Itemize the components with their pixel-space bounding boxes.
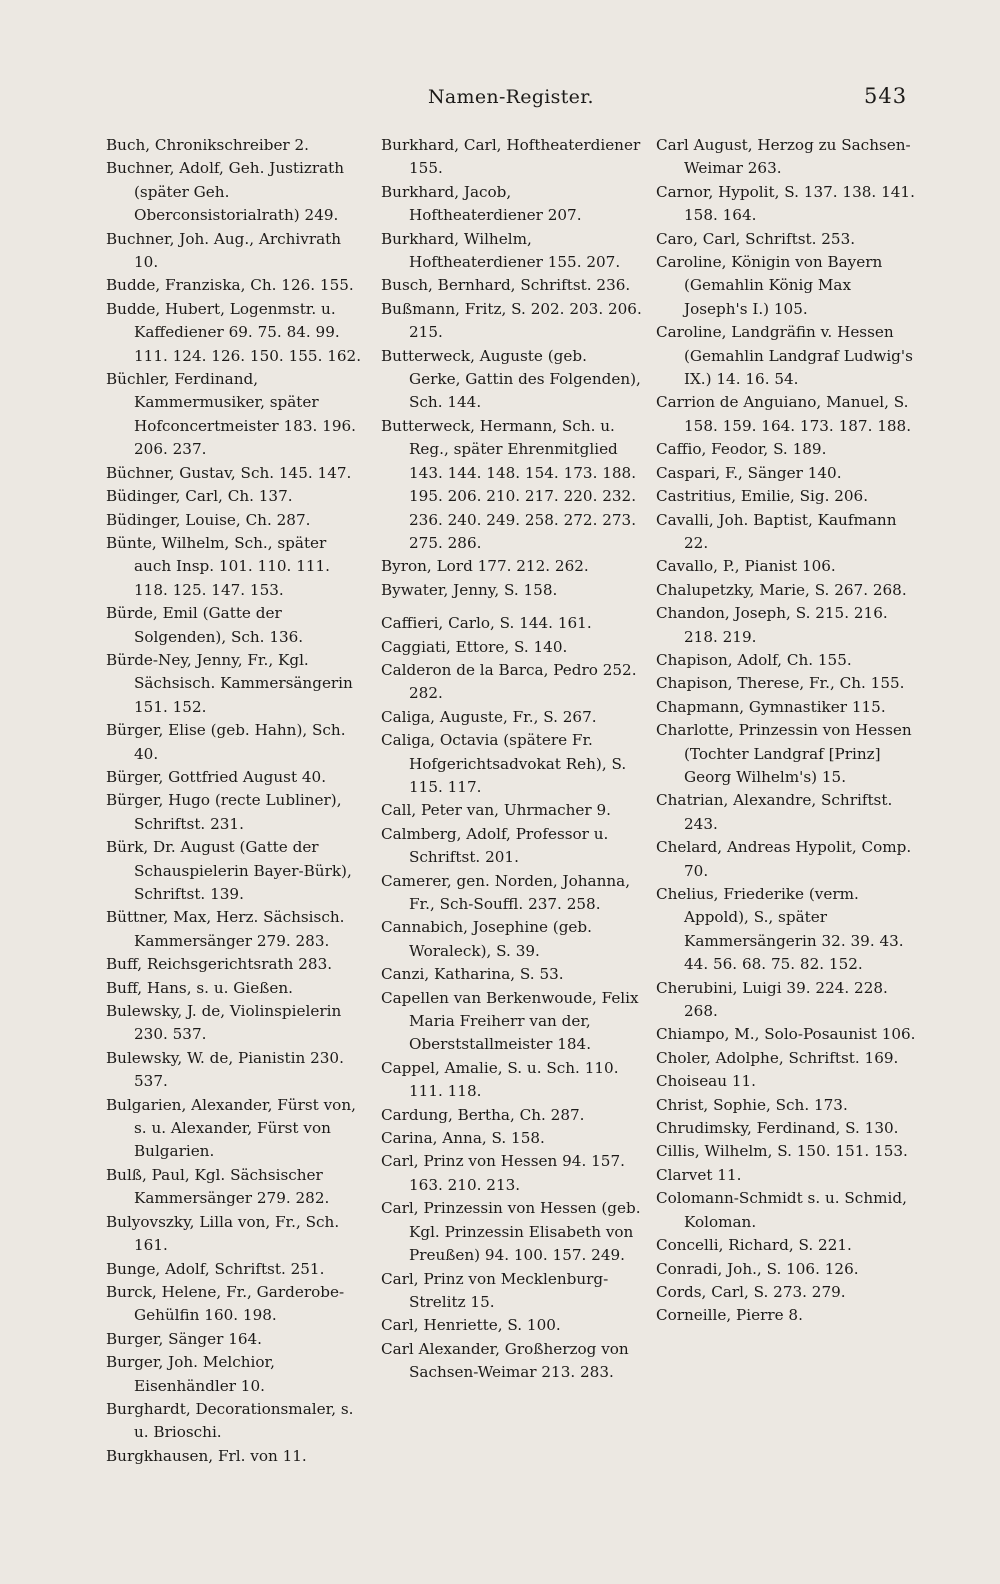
index-entry: Calderon de la Barca, Pedro 252. 282. bbox=[381, 660, 637, 703]
index-entry: Chapison, Therese, Fr., Ch. 155. bbox=[656, 674, 905, 693]
index-entry: Bulyovszky, Lilla von, Fr., Sch. 161. bbox=[106, 1212, 340, 1255]
index-entry: Bürger, Hugo (recte Lubliner), Schriftst. 231. bbox=[106, 791, 342, 833]
index-entry: Bulewsky, W. de, Pianistin 230. 537. bbox=[106, 1048, 344, 1091]
index-entry: Büdinger, Louise, Ch. 287. bbox=[106, 510, 311, 529]
index-entry: Caroline, Königin von Bayern (Gemahlin König Max Joseph's I.) 105. bbox=[656, 253, 883, 318]
index-entry: Büchler, Ferdinand, Kammermusiker, später Hofconcertmeister 183. 196. 206. 237. bbox=[106, 370, 356, 459]
index-entry: Chapmann, Gymnastiker 115. bbox=[656, 697, 886, 716]
index-entry: Carina, Anna, S. 158. bbox=[381, 1129, 545, 1148]
index-entry: Caliga, Auguste, Fr., S. 267. bbox=[381, 707, 597, 726]
index-entry: Butterweck, Hermann, Sch. u. Reg., später Ehrenmitglied 143. 144. 148. 154. 173. 188. 195. 206. 210. 217. 220. 232. 236. 240. 249. 258. 272. 273. 275. 286. bbox=[381, 416, 637, 552]
index-entry: Caffio, Feodor, S. 189. bbox=[656, 440, 827, 459]
index-entry: Carrion de Anguiano, Manuel, S. 158. 159. 164. 173. 187. 188. bbox=[656, 393, 912, 435]
index-column-3 bbox=[656, 134, 918, 1328]
page-number: 543 bbox=[864, 84, 908, 108]
index-column-1 bbox=[106, 134, 368, 1468]
index-entry: Buff, Reichsgerichtsrath 283. bbox=[106, 955, 333, 974]
index-entry: Buchner, Joh. Aug., Archivrath 10. bbox=[106, 229, 342, 272]
index-entry: Cardung, Bertha, Ch. 287. bbox=[381, 1105, 585, 1124]
index-entry: Carl, Prinzessin von Hessen (geb. Kgl. Prinzessin Elisabeth von Preußen) 94. 100. 157. 249. bbox=[381, 1199, 641, 1265]
index-entry: Bulgarien, Alexander, Fürst von, s. u. Alexander, Fürst von Bulgarien. bbox=[106, 1095, 356, 1161]
index-entry: Capellen van Berkenwoude, Felix Maria Freiherr van der, Oberststallmeister 184. bbox=[381, 988, 639, 1054]
index-entry: Butterweck, Auguste (geb. Gerke, Gattin des Folgenden), Sch. 144. bbox=[381, 346, 641, 412]
index-entry: Burgkhausen, Frl. von 11. bbox=[106, 1446, 307, 1465]
index-entry: Bünte, Wilhelm, Sch., später auch Insp. 101. 110. 111. 118. 125. 147. 153. bbox=[106, 533, 331, 599]
index-entry: Burkhard, Wilhelm, Hoftheaterdiener 155. 207. bbox=[381, 229, 621, 272]
index-entry: Caffieri, Carlo, S. 144. 161. bbox=[381, 614, 592, 633]
running-head: Namen-Register. bbox=[428, 86, 594, 108]
index-entry: Bußmann, Fritz, S. 202. 203. 206. 215. bbox=[381, 299, 642, 342]
index-column-2 bbox=[381, 134, 643, 1385]
index-entry: Chrudimsky, Ferdinand, S. 130. bbox=[656, 1119, 899, 1138]
index-entry: Cillis, Wilhelm, S. 150. 151. 153. bbox=[656, 1142, 908, 1161]
index-entry: Burghardt, Decorationsmaler, s. u. Brioschi. bbox=[106, 1399, 354, 1442]
index-entry: Call, Peter van, Uhrmacher 9. bbox=[381, 801, 611, 820]
index-entry: Cappel, Amalie, S. u. Sch. 110. 111. 118. bbox=[381, 1058, 619, 1101]
index-entry: Burkhard, Jacob, Hoftheaterdiener 207. bbox=[381, 182, 582, 225]
index-entry: Chelius, Friederike (verm. Appold), S., später Kammersängerin 32. 39. 43. 44. 56. 68. 75. 82. 152. bbox=[656, 885, 904, 974]
index-entry: Chatrian, Alexandre, Schriftst. 243. bbox=[656, 791, 893, 833]
index-entry: Burger, Sänger 164. bbox=[106, 1329, 263, 1348]
index-entry: Cherubini, Luigi 39. 224. 228. 268. bbox=[656, 978, 888, 1021]
index-entry: Budde, Hubert, Logenmstr. u. Kaffediener 69. 75. 84. 99. 111. 124. 126. 150. 155. 162. bbox=[106, 299, 362, 365]
index-entry: Bunge, Adolf, Schriftst. 251. bbox=[106, 1259, 325, 1278]
index-entry: Budde, Franziska, Ch. 126. 155. bbox=[106, 276, 354, 295]
index-entry: Christ, Sophie, Sch. 173. bbox=[656, 1095, 848, 1114]
index-entry: Bürde-Ney, Jenny, Fr., Kgl. Sächsisch. Kammersängerin 151. 152. bbox=[106, 650, 353, 716]
index-entry: Caliga, Octavia (spätere Fr. Hofgerichtsadvokat Reh), S. 115. 117. bbox=[381, 731, 627, 796]
index-entry: Chandon, Joseph, S. 215. 216. 218. 219. bbox=[656, 604, 888, 646]
index-entry: Corneille, Pierre 8. bbox=[656, 1306, 803, 1325]
index-entry: Choler, Adolphe, Schriftst. 169. bbox=[656, 1048, 899, 1067]
index-entry: Conradi, Joh., S. 106. 126. bbox=[656, 1259, 859, 1278]
index-entry: Buch, Chronikschreiber 2. bbox=[106, 136, 310, 154]
index-entry: Chelard, Andreas Hypolit, Comp. 70. bbox=[656, 838, 912, 880]
index-entry: Büttner, Max, Herz. Sächsisch. Kammersänger 279. 283. bbox=[106, 908, 345, 950]
index-entry: Carl, Prinz von Mecklenburg-Strelitz 15. bbox=[381, 1269, 609, 1311]
index-entry: Calmberg, Adolf, Professor u. Schriftst. 201. bbox=[381, 824, 609, 867]
index-entry: Concelli, Richard, S. 221. bbox=[656, 1236, 852, 1255]
index-entry: Caggiati, Ettore, S. 140. bbox=[381, 637, 568, 656]
index-entry: Canzi, Katharina, S. 53. bbox=[381, 965, 564, 984]
index-entry: Colomann-Schmidt s. u. Schmid, Koloman. bbox=[656, 1189, 907, 1231]
index-entry: Bürk, Dr. August (Gatte der Schauspielerin Bayer-Bürk), Schriftst. 139. bbox=[106, 838, 352, 903]
index-entry: Byron, Lord 177. 212. 262. bbox=[381, 557, 589, 576]
index-entry: Burkhard, Carl, Hoftheaterdiener 155. bbox=[381, 136, 641, 178]
index-entry: Busch, Bernhard, Schriftst. 236. bbox=[381, 276, 631, 295]
index-entry: Chiampo, M., Solo-Posaunist 106. bbox=[656, 1025, 916, 1044]
index-entry: Buchner, Adolf, Geh. Justizrath (später Geh. Oberconsistorialrath) 249. bbox=[106, 159, 345, 225]
index-entry: Büdinger, Carl, Ch. 137. bbox=[106, 487, 293, 506]
index-entry: Clarvet 11. bbox=[656, 1165, 742, 1184]
index-entry: Bywater, Jenny, S. 158. bbox=[381, 580, 558, 599]
index-entry: Cannabich, Josephine (geb. Woraleck), S. 39. bbox=[381, 918, 592, 960]
index-entry: Camerer, gen. Norden, Johanna, Fr., Sch-Souffl. 237. 258. bbox=[381, 871, 631, 913]
index-entry: Carnor, Hypolit, S. 137. 138. 141. 158. 164. bbox=[656, 182, 915, 225]
index-entry: Caspari, F., Sänger 140. bbox=[656, 463, 842, 482]
index-entry: Buff, Hans, s. u. Gießen. bbox=[106, 978, 293, 997]
index-entry: Cords, Carl, S. 273. 279. bbox=[656, 1282, 846, 1301]
index-entry: Büchner, Gustav, Sch. 145. 147. bbox=[106, 463, 352, 482]
index-entry: Caro, Carl, Schriftst. 253. bbox=[656, 229, 856, 248]
index-entry: Chalupetzky, Marie, S. 267. 268. bbox=[656, 580, 907, 599]
index-entry: Burck, Helene, Fr., Garderobe-Gehülfin 160. 198. bbox=[106, 1282, 345, 1325]
index-entry: Carl August, Herzog zu Sachsen-Weimar 263. bbox=[656, 136, 911, 178]
index-entry: Carl, Prinz von Hessen 94. 157. 163. 210. 213. bbox=[381, 1152, 625, 1194]
index-entry: Caroline, Landgräfin v. Hessen (Gemahlin Landgraf Ludwig's IX.) 14. 16. 54. bbox=[656, 323, 913, 389]
index-entry: Charlotte, Prinzessin von Hessen (Tochter Landgraf [Prinz] Georg Wilhelm's) 15. bbox=[656, 721, 912, 786]
index-entry: Bulß, Paul, Kgl. Sächsischer Kammersänger 279. 282. bbox=[106, 1165, 330, 1208]
index-entry: Bürger, Elise (geb. Hahn), Sch. 40. bbox=[106, 721, 346, 763]
index-entry: Cavalli, Joh. Baptist, Kaufmann 22. bbox=[656, 510, 897, 552]
index-entry: Bürde, Emil (Gatte der Solgenden), Sch. 136. bbox=[106, 604, 304, 646]
index-entry: Cavallo, P., Pianist 106. bbox=[656, 557, 836, 576]
index-entry: Chapison, Adolf, Ch. 155. bbox=[656, 650, 852, 669]
index-entry: Choiseau 11. bbox=[656, 1072, 757, 1091]
index-entry: Bürger, Gottfried August 40. bbox=[106, 767, 327, 786]
index-entry: Burger, Joh. Melchior, Eisenhändler 10. bbox=[106, 1353, 275, 1395]
index-entry: Bulewsky, J. de, Violinspielerin 230. 537. bbox=[106, 1002, 342, 1044]
index-entry: Carl, Henriette, S. 100. bbox=[381, 1316, 561, 1335]
index-entry: Carl Alexander, Großherzog von Sachsen-Weimar 213. 283. bbox=[381, 1339, 629, 1382]
index-entry: Castritius, Emilie, Sig. 206. bbox=[656, 487, 869, 506]
